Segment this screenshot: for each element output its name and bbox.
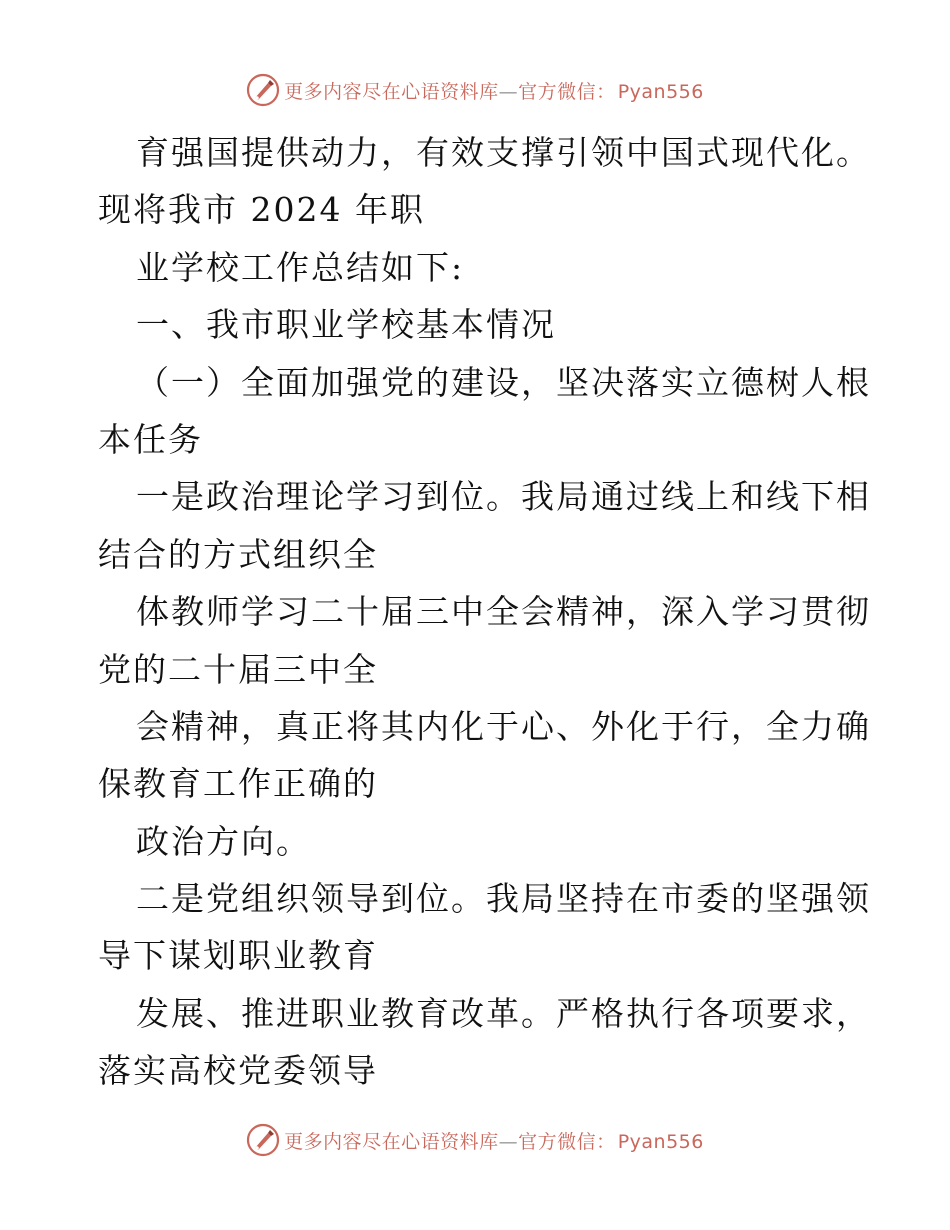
doc-line: 体教师学习二十届三中全会精神，深入学习贯彻 xyxy=(136,592,871,632)
doc-line: 结合的方式组织全 xyxy=(98,534,378,574)
doc-line: 党的二十届三中全 xyxy=(98,649,378,689)
header-watermark xyxy=(0,70,950,110)
watermark-official-label: 官方微信： xyxy=(518,1130,616,1153)
doc-line: （一）全面加强党的建设，坚决落实立德树人根 xyxy=(136,362,871,402)
doc-line: 现将我市 2024 年职 xyxy=(98,190,425,230)
doc-line: 二是党组织领导到位。我局坚持在市委的坚强领 xyxy=(136,879,871,919)
watermark-text xyxy=(284,77,704,104)
doc-line: 保教育工作正确的 xyxy=(98,764,378,804)
doc-line: 会精神，真正将其内化于心、外化于行，全力确 xyxy=(136,706,871,746)
doc-line: 业学校工作总结如下: xyxy=(136,247,465,287)
doc-line: 一、我市职业学校基本情况 xyxy=(136,305,556,345)
doc-line: 育强国提供动力，有效支撑引领中国式现代化。 xyxy=(136,133,871,172)
doc-line: 发展、推进职业教育改革。严格执行各项要求， xyxy=(136,993,871,1033)
watermark-official-label: 官方微信： xyxy=(518,80,616,103)
doc-line: 政治方向。 xyxy=(136,821,311,861)
pen-seal-icon xyxy=(246,1123,280,1157)
watermark-main-text: 更多内容尽在心语资料库 xyxy=(284,80,499,103)
footer-watermark xyxy=(0,1120,950,1160)
doc-line: 本任务 xyxy=(98,419,203,459)
doc-line: 导下谋划职业教育 xyxy=(98,936,378,976)
pen-seal-icon xyxy=(246,73,280,107)
document-body xyxy=(98,124,871,1100)
watermark-dash: — xyxy=(498,1130,519,1153)
watermark-main-text: 更多内容尽在心语资料库 xyxy=(284,1130,499,1153)
watermark-dash: — xyxy=(498,80,519,103)
watermark-text xyxy=(284,1127,704,1154)
doc-line: 落实高校党委领导 xyxy=(98,1051,378,1091)
doc-line: 一是政治理论学习到位。我局通过线上和线下相 xyxy=(136,477,871,517)
watermark-wechat-id: Pyan556 xyxy=(617,1130,704,1153)
watermark-wechat-id: Pyan556 xyxy=(617,80,704,103)
